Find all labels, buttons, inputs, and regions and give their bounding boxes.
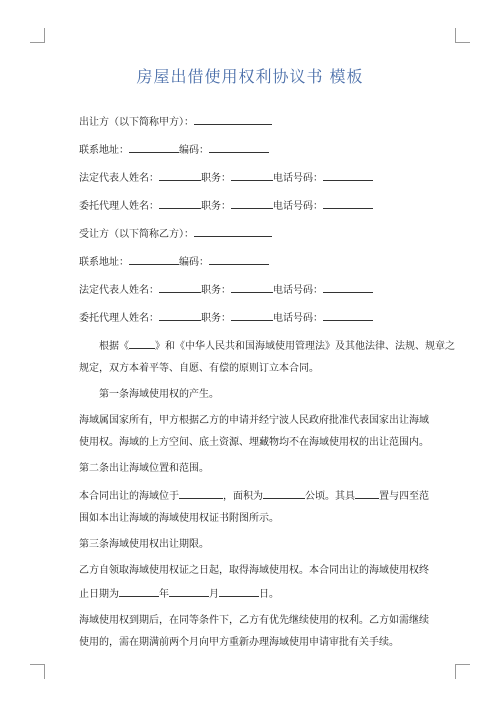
party-a-legal-rep-line [79,170,439,185]
phone-label: 电话号码： [273,313,323,324]
article-2-title-text: 第二条出让海域位置和范围。 [79,463,209,474]
document-body [79,114,455,649]
article-1-text-1-content: 海域属国家所有，甲方根据乙方的申请并经宁波人民政府批准代表国家出让海域 [79,415,429,426]
position-detail-blank[interactable] [355,488,379,499]
preamble-text-c: 规定，双方本着平等、自愿、有偿的原则订立本合同。 [79,363,319,374]
article-2-text-1 [79,488,439,503]
party-b-legal-rep-line [79,282,439,297]
position-blank[interactable] [231,310,273,321]
party-b-address-line [79,254,439,269]
party-a-address-line [79,142,439,157]
legal-rep-blank[interactable] [159,282,201,293]
agent-label: 委托代理人姓名： [79,313,159,324]
code-blank[interactable] [209,254,269,265]
article-2-text-b: ，面积为 [223,491,263,502]
year-blank[interactable] [119,586,159,597]
renewal-text-1-content: 海域使用权到期后，在同等条件下，乙方有优先继续使用的权利。乙方如需继续 [79,615,429,626]
position-blank[interactable] [231,282,273,293]
address-label: 联系地址： [79,145,129,156]
phone-label: 电话号码： [273,285,323,296]
party-a-blank[interactable] [194,114,272,125]
renewal-text-2-content: 使用的，需在期满前两个月向甲方重新办理海域使用申请审批有关手续。 [79,637,399,648]
preamble-text-b: 》和《中华人民共和国海域使用管理法》及其他法律、法规、规章之 [155,341,455,352]
code-label: 编码： [179,145,209,156]
phone-label: 电话号码： [273,201,323,212]
year-label: 年 [159,589,169,600]
party-b-line [79,226,439,241]
renewal-text-1 [79,614,439,627]
agent-blank[interactable] [159,198,201,209]
article-1-title-text: 第一条海域使用权的产生。 [99,389,219,400]
article-1-title [79,388,439,401]
party-b-blank[interactable] [194,226,272,237]
article-2-text-a: 本合同出让的海域位于 [79,491,179,502]
article-3-title [79,538,439,551]
article-1-text-1 [79,414,439,427]
article-3-text-1 [79,564,439,577]
phone-blank[interactable] [323,198,373,209]
party-a-label: 出让方（以下简称甲方）： [79,117,194,128]
crop-mark-top-right [455,28,470,43]
position-label: 职务： [201,313,231,324]
article-2-text-d: 置与四至范 [379,491,429,502]
crop-mark-top-left [30,28,45,43]
party-a-line [79,114,439,129]
month-blank[interactable] [169,586,209,597]
article-2-text-2 [79,512,439,525]
party-b-label: 受让方（以下简称乙方）： [79,229,194,240]
position-blank[interactable] [231,170,273,181]
party-b-agent-line [79,310,439,325]
renewal-text-2 [79,636,439,649]
position-label: 职务： [201,201,231,212]
phone-blank[interactable] [323,282,373,293]
legal-rep-blank[interactable] [159,170,201,181]
address-label: 联系地址： [79,257,129,268]
position-blank[interactable] [231,198,273,209]
preamble-text-a: 根据《 [99,341,129,352]
article-3-title-text: 第三条海域使用权出让期限。 [79,539,209,550]
position-label: 职务： [201,173,231,184]
phone-blank[interactable] [323,310,373,321]
legal-rep-label: 法定代表人姓名： [79,173,159,184]
legal-rep-label: 法定代表人姓名： [79,285,159,296]
address-blank[interactable] [129,254,179,265]
crop-mark-bottom-right [455,664,470,679]
agent-label: 委托代理人姓名： [79,201,159,212]
code-label: 编码： [179,257,209,268]
preamble-line-1 [79,338,455,353]
article-2-title [79,462,439,475]
end-date-label: 止日期为 [79,589,119,600]
law-name-blank[interactable] [129,338,155,349]
preamble-line-2 [79,362,439,375]
code-blank[interactable] [209,142,269,153]
month-label: 月 [209,589,219,600]
article-3-text-1-content: 乙方自领取海域使用权证之日起，取得海域使用权。本合同出让的海域使用权终 [79,565,429,576]
phone-blank[interactable] [323,170,373,181]
article-1-text-2-content: 使用权。海域的上方空间、底土资源、埋藏物均不在海域使用权的出让范围内。 [79,437,429,448]
address-blank[interactable] [129,142,179,153]
area-blank[interactable] [263,488,305,499]
position-label: 职务： [201,285,231,296]
article-2-text-2-content: 围如本出让海域的海域使用权证书附图所示。 [79,513,279,524]
party-a-agent-line [79,198,439,213]
document-title: 房屋出借使用权利协议书 模板 [136,67,364,86]
agent-blank[interactable] [159,310,201,321]
phone-label: 电话号码： [273,173,323,184]
article-3-text-2 [79,586,439,601]
day-label: 日。 [259,589,279,600]
article-2-text-c: 公顷。其具 [305,491,355,502]
sea-location-blank[interactable] [179,488,223,499]
article-1-text-2 [79,436,439,449]
day-blank[interactable] [219,586,259,597]
crop-mark-bottom-left [30,664,45,679]
